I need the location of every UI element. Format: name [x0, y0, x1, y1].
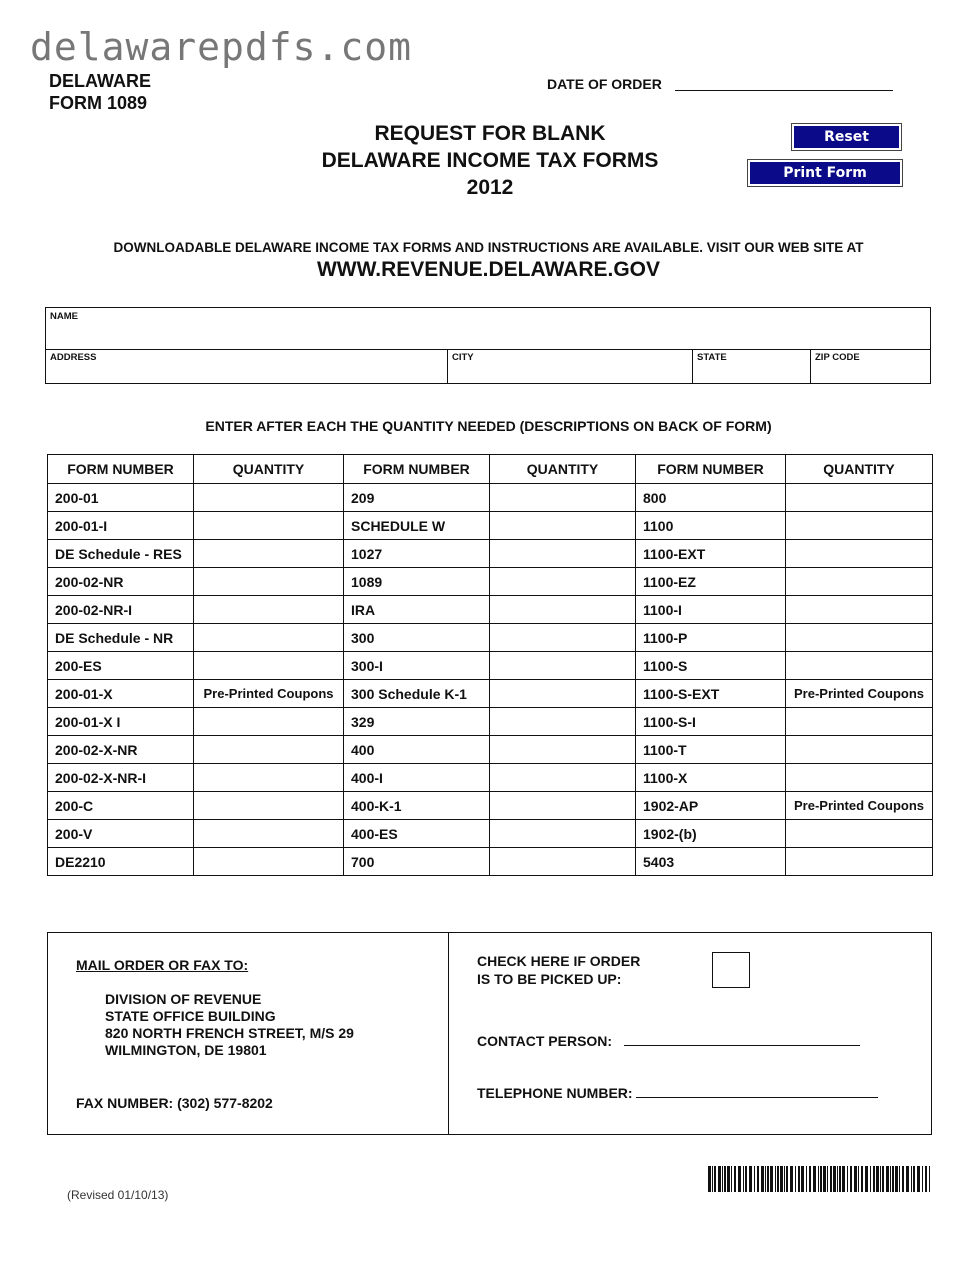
barcode-bar — [770, 1166, 773, 1192]
quantity-input[interactable] — [786, 652, 933, 680]
form-number-cell: 1027 — [344, 540, 490, 568]
barcode-bar — [806, 1166, 807, 1192]
website-link[interactable]: WWW.REVENUE.DELAWARE.GOV — [316, 258, 660, 281]
form-number-cell: 200-02-NR-I — [48, 596, 194, 624]
table-row — [48, 540, 933, 568]
quantity-input[interactable] — [786, 596, 933, 624]
name-label: NAME — [50, 311, 78, 322]
city-field[interactable] — [448, 349, 693, 383]
title-year: 2012 — [466, 176, 514, 199]
form-number-cell: 1100-S — [636, 652, 786, 680]
form-number-cell: 1100-S-I — [636, 708, 786, 736]
barcode-bar — [749, 1166, 752, 1192]
forms-order-table — [47, 454, 933, 876]
form-number-cell: 200-02-NR — [48, 568, 194, 596]
zip-code-label: ZIP CODE — [815, 352, 860, 363]
form-number-cell: 400-I — [344, 764, 490, 792]
table-row — [48, 596, 933, 624]
barcode-bar — [854, 1166, 857, 1192]
page-title — [290, 120, 690, 201]
barcode-bar — [727, 1166, 730, 1192]
state-field[interactable] — [693, 349, 811, 383]
quantity-input[interactable] — [490, 736, 636, 764]
barcode-bar — [842, 1166, 845, 1192]
form-number-cell: 200-ES — [48, 652, 194, 680]
form-number-cell: 200-01-X — [48, 680, 194, 708]
barcode-bar — [870, 1166, 871, 1192]
quantity-input[interactable] — [786, 484, 933, 512]
quantity-input[interactable] — [490, 680, 636, 708]
barcode-bar — [765, 1166, 766, 1192]
form-number-cell: 329 — [344, 708, 490, 736]
form-number-cell: DE Schedule - RES — [48, 540, 194, 568]
barcode-bar — [847, 1166, 848, 1192]
taxpayer-info-box — [45, 307, 931, 384]
telephone-number-label: TELEPHONE NUMBER: — [477, 1085, 633, 1101]
quantity-input[interactable] — [490, 596, 636, 624]
order-delivery-box — [47, 932, 932, 1135]
form-number-cell: 300-I — [344, 652, 490, 680]
form-identifier — [49, 70, 151, 114]
form-number-cell: 400 — [344, 736, 490, 764]
barcode-bar — [873, 1166, 875, 1192]
quantity-input[interactable] — [490, 540, 636, 568]
quantity-input[interactable] — [194, 736, 344, 764]
quantity-input[interactable] — [490, 624, 636, 652]
pickup-label — [477, 952, 640, 988]
barcode-bar — [876, 1166, 879, 1192]
barcode-bar — [813, 1166, 816, 1192]
form-number-cell: 200-01 — [48, 484, 194, 512]
column-header-form-number: FORM NUMBER — [48, 455, 194, 484]
barcode-bar — [895, 1166, 898, 1192]
form-number-cell: 1100-P — [636, 624, 786, 652]
quantity-input[interactable] — [194, 596, 344, 624]
barcode-bar — [906, 1166, 909, 1192]
barcode-bar — [911, 1166, 912, 1192]
revision-date: (Revised 01/10/13) — [67, 1188, 169, 1202]
quantity-input[interactable] — [194, 540, 344, 568]
barcode-bar — [899, 1166, 900, 1192]
form-number-cell: 209 — [344, 484, 490, 512]
quantity-input[interactable] — [786, 708, 933, 736]
address-line: 820 NORTH FRENCH STREET, M/S 29 — [105, 1025, 354, 1041]
state-name: DELAWARE — [49, 71, 152, 91]
column-header-quantity: QUANTITY — [786, 455, 933, 484]
form-number-cell: DE2210 — [48, 848, 194, 876]
contact-person-field[interactable] — [624, 1045, 860, 1046]
table-row — [48, 764, 933, 792]
form-number-cell: DE Schedule - NR — [48, 624, 194, 652]
form-number-cell: 300 — [344, 624, 490, 652]
barcode-bar — [861, 1166, 863, 1192]
barcode-bar — [745, 1166, 747, 1192]
form-number-cell: 200-C — [48, 792, 194, 820]
table-row — [48, 652, 933, 680]
barcode-bar — [722, 1166, 723, 1192]
barcode-bar — [786, 1166, 788, 1192]
table-row — [48, 848, 933, 876]
barcode-bar — [823, 1166, 826, 1192]
table-row — [48, 736, 933, 764]
address-line: STATE OFFICE BUILDING — [105, 1008, 276, 1024]
reset-button[interactable]: Reset — [792, 124, 901, 150]
barcode-bar — [902, 1166, 904, 1192]
barcode-bar — [886, 1166, 889, 1192]
barcode-bar — [827, 1166, 828, 1192]
pickup-label-line: IS TO BE PICKED UP: — [477, 971, 622, 987]
form-number-cell: 5403 — [636, 848, 786, 876]
barcode-bar — [801, 1166, 804, 1192]
form-number-cell: 1902-AP — [636, 792, 786, 820]
form-number-cell: 200-01-X I — [48, 708, 194, 736]
quantity-input[interactable] — [490, 848, 636, 876]
barcode-bar — [830, 1166, 832, 1192]
print-form-button[interactable]: Print Form — [748, 160, 902, 186]
column-header-form-number: FORM NUMBER — [344, 455, 490, 484]
form-number-cell: 1100-I — [636, 596, 786, 624]
table-row — [48, 512, 933, 540]
barcode-bar — [922, 1166, 923, 1192]
quantity-input[interactable] — [194, 512, 344, 540]
quantity-input[interactable] — [194, 848, 344, 876]
form-number-cell: 1902-(b) — [636, 820, 786, 848]
barcode-bar — [757, 1166, 759, 1192]
quantity-input[interactable] — [786, 540, 933, 568]
watermark-text: delawarepdfs.com — [30, 25, 413, 69]
form-number-cell: 200-V — [48, 820, 194, 848]
barcode-bar — [777, 1166, 779, 1192]
form-number-cell: 300 Schedule K-1 — [344, 680, 490, 708]
quantity-input[interactable] — [194, 652, 344, 680]
barcode-bar — [837, 1166, 838, 1192]
form-number-cell: 1100-EXT — [636, 540, 786, 568]
quantity-input[interactable] — [194, 708, 344, 736]
table-row — [48, 792, 933, 820]
table-row — [48, 680, 933, 708]
form-number-cell: 700 — [344, 848, 490, 876]
form-number-cell: SCHEDULE W — [344, 512, 490, 540]
barcode-bar — [892, 1166, 894, 1192]
barcode-bar — [882, 1166, 884, 1192]
quantity-input[interactable] — [194, 764, 344, 792]
barcode-bar — [714, 1166, 716, 1192]
barcode-bar — [724, 1166, 726, 1192]
barcode-bar — [712, 1166, 713, 1192]
column-header-quantity: QUANTITY — [194, 455, 344, 484]
barcode-bar — [780, 1166, 783, 1192]
name-field[interactable] — [46, 308, 930, 350]
quantity-input[interactable] — [490, 764, 636, 792]
quantity-input[interactable] — [490, 792, 636, 820]
form-number-cell: 200-02-X-NR — [48, 736, 194, 764]
barcode-bar — [775, 1166, 776, 1192]
quantity-input[interactable] — [786, 624, 933, 652]
form-number-cell: 800 — [636, 484, 786, 512]
mailing-address — [105, 991, 354, 1059]
form-number-cell: 1089 — [344, 568, 490, 596]
city-label: CITY — [452, 352, 474, 363]
barcode-bar — [865, 1166, 868, 1192]
form-number-cell: 1100-X — [636, 764, 786, 792]
address-line: DIVISION OF REVENUE — [105, 991, 262, 1007]
table-row — [48, 568, 933, 596]
download-notice: DOWNLOADABLE DELAWARE INCOME TAX FORMS AND INSTRUCTIONS ARE AVAILABLE. VISIT OUR WEB SITE AT — [113, 240, 864, 255]
form-number-cell: 1100 — [636, 512, 786, 540]
table-row — [48, 820, 933, 848]
box-divider — [448, 933, 449, 1134]
barcode-bar — [754, 1166, 755, 1192]
quantity-input[interactable] — [490, 484, 636, 512]
form-number-cell: 200-01-I — [48, 512, 194, 540]
barcode-bar — [738, 1166, 741, 1192]
table-row — [48, 484, 933, 512]
quantity-input[interactable] — [786, 736, 933, 764]
barcode-bar — [708, 1166, 711, 1192]
barcode-bar — [731, 1166, 732, 1192]
quantity-input[interactable] — [194, 624, 344, 652]
date-of-order-field[interactable] — [675, 90, 893, 91]
quantity-input[interactable] — [490, 708, 636, 736]
address-label: ADDRESS — [50, 352, 97, 363]
column-header-form-number: FORM NUMBER — [636, 455, 786, 484]
quantity-input[interactable] — [194, 568, 344, 596]
quantity-input[interactable] — [786, 820, 933, 848]
pickup-checkbox[interactable] — [712, 952, 750, 988]
form-number-cell: 1100-T — [636, 736, 786, 764]
quantity-input[interactable] — [490, 652, 636, 680]
barcode-bar — [850, 1166, 852, 1192]
quantity-input[interactable] — [194, 484, 344, 512]
barcode-bar — [790, 1166, 793, 1192]
barcode-bar — [917, 1166, 920, 1192]
quantity-input[interactable] — [786, 764, 933, 792]
barcode-bar — [890, 1166, 891, 1192]
quantity-instructions: ENTER AFTER EACH THE QUANTITY NEEDED (DESCRIPTIONS ON BACK OF FORM) — [205, 418, 772, 434]
barcode-bar — [929, 1166, 930, 1192]
form-number-cell: 1100-EZ — [636, 568, 786, 596]
table-row — [48, 624, 933, 652]
date-of-order-label: DATE OF ORDER — [547, 76, 662, 92]
barcode-bar — [833, 1166, 836, 1192]
preprinted-coupons-note: Pre-Printed Coupons — [786, 680, 933, 708]
zip-code-field[interactable] — [811, 349, 930, 383]
preprinted-coupons-note: Pre-Printed Coupons — [786, 792, 933, 820]
barcode-bar — [761, 1166, 764, 1192]
quantity-input[interactable] — [490, 512, 636, 540]
column-header-quantity: QUANTITY — [490, 455, 636, 484]
barcode-bar — [818, 1166, 819, 1192]
quantity-input[interactable] — [490, 820, 636, 848]
pickup-label-line: CHECK HERE IF ORDER — [477, 953, 641, 969]
title-line-1: REQUEST FOR BLANK — [374, 122, 606, 145]
barcode-bar — [798, 1166, 800, 1192]
barcode-bar — [839, 1166, 841, 1192]
fax-number: FAX NUMBER: (302) 577-8202 — [76, 1095, 273, 1111]
barcode-bar — [734, 1166, 736, 1192]
quantity-input[interactable] — [786, 512, 933, 540]
quantity-input[interactable] — [490, 568, 636, 596]
title-line-2: DELAWARE INCOME TAX FORMS — [321, 149, 659, 172]
barcode-bar — [820, 1166, 822, 1192]
barcode-bar — [913, 1166, 915, 1192]
quantity-input[interactable] — [194, 792, 344, 820]
barcode-bar — [743, 1166, 744, 1192]
address-line: WILMINGTON, DE 19801 — [105, 1042, 267, 1058]
table-header-row — [48, 455, 933, 484]
form-number-cell: 1100-S-EXT — [636, 680, 786, 708]
barcode-bar — [858, 1166, 859, 1192]
barcode-bar — [767, 1166, 769, 1192]
table-row — [48, 708, 933, 736]
barcode-bar — [718, 1166, 721, 1192]
quantity-input[interactable] — [786, 848, 933, 876]
telephone-number-field[interactable] — [636, 1097, 878, 1098]
quantity-input[interactable] — [786, 568, 933, 596]
form-number-cell: 400-ES — [344, 820, 490, 848]
barcode-icon — [708, 1166, 930, 1192]
barcode-bar — [809, 1166, 811, 1192]
form-number-cell: 200-02-X-NR-I — [48, 764, 194, 792]
form-number-cell: 400-K-1 — [344, 792, 490, 820]
address-field[interactable] — [46, 349, 448, 383]
preprinted-coupons-note: Pre-Printed Coupons — [194, 680, 344, 708]
barcode-bar — [784, 1166, 785, 1192]
mail-order-title: MAIL ORDER OR FAX TO: — [76, 957, 249, 973]
barcode-bar — [880, 1166, 881, 1192]
form-number-cell: IRA — [344, 596, 490, 624]
barcode-bar — [795, 1166, 796, 1192]
barcode-bar — [925, 1166, 927, 1192]
form-number: FORM 1089 — [49, 93, 148, 113]
state-label: STATE — [697, 352, 727, 363]
quantity-input[interactable] — [194, 820, 344, 848]
contact-person-label: CONTACT PERSON: — [477, 1033, 613, 1049]
